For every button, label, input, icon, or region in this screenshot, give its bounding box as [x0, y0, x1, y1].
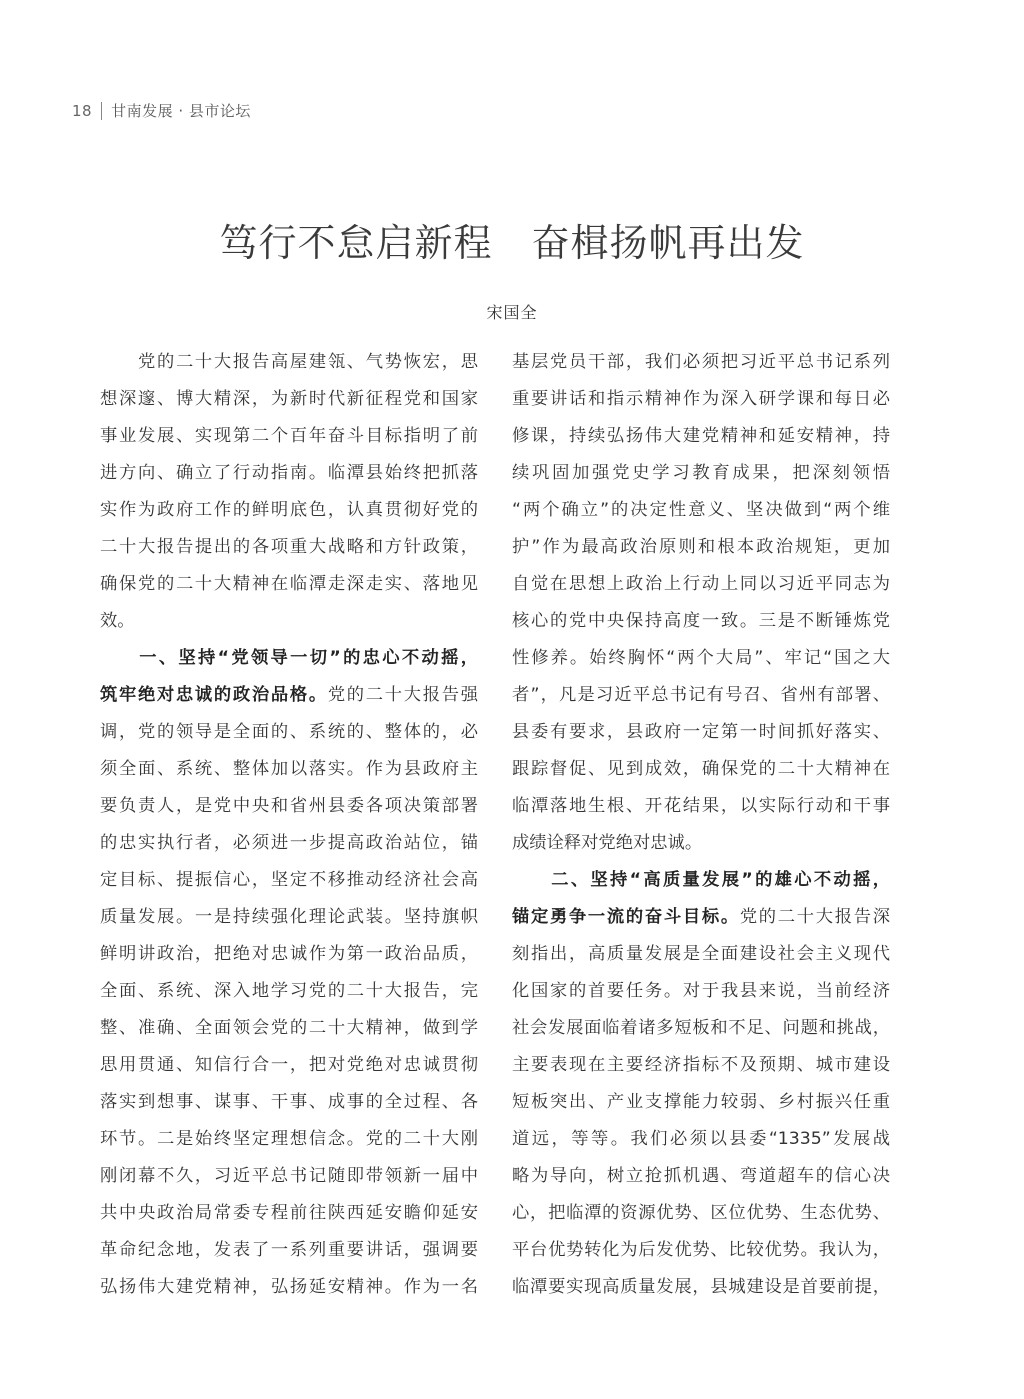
text-line: 一、坚持“党领导一切”的忠心不动摇， — [100, 648, 478, 668]
text-line: 修课，持续弘扬伟大建党精神和延安精神，持 — [512, 426, 890, 446]
text-line: 性修养。始终胸怀“两个大局”、牢记“国之大 — [512, 648, 890, 668]
text-line: 实作为政府工作的鲜明底色，认真贯彻好党的 — [100, 500, 478, 520]
text-line: “两个确立”的决定性意义、坚决做到“两个维 — [512, 500, 890, 520]
text-run: 党的二十大报告深 — [739, 907, 890, 927]
text-line: 临潭要实现高质量发展，县城建设是首要前提， — [512, 1277, 890, 1297]
text-line: 化国家的首要任务。对于我县来说，当前经济 — [512, 981, 890, 1001]
text-line: 短板突出、产业支撑能力较弱、乡村振兴任重 — [512, 1092, 890, 1112]
text-line: 二十大报告提出的各项重大战略和方针政策， — [100, 537, 478, 557]
header-divider — [101, 102, 102, 120]
text-line: 环节。二是始终坚定理想信念。党的二十大刚 — [100, 1129, 478, 1149]
text-line: 主要表现在主要经济指标不及预期、城市建设 — [512, 1055, 890, 1075]
text-line: 进方向、确立了行动指南。临潭县始终把抓落 — [100, 463, 478, 483]
text-line: 跟踪督促、见到成效，确保党的二十大精神在 — [512, 759, 890, 779]
text-line: 刻指出，高质量发展是全面建设社会主义现代 — [512, 944, 890, 964]
text-line: 想深邃、博大精深，为新时代新征程党和国家 — [100, 389, 478, 409]
text-line: 护”作为最高政治原则和根本政治规矩，更加 — [512, 537, 890, 557]
section-name: 甘南发展 · 县市论坛 — [111, 102, 251, 120]
text-line: 道远，等等。我们必须以县委“1335”发展战 — [512, 1129, 890, 1149]
bold-run: 筑牢绝对忠诚的政治品格。 — [100, 685, 328, 705]
text-line: 自觉在思想上政治上行动上同以习近平同志为 — [512, 574, 890, 594]
left-column — [100, 344, 478, 1306]
text-line: 思用贯通、知信行合一，把对党绝对忠诚贯彻 — [100, 1055, 478, 1075]
text-line: 略为导向，树立抢抓机遇、弯道超车的信心决 — [512, 1166, 890, 1186]
text-line: 基层党员干部，我们必须把习近平总书记系列 — [512, 352, 890, 372]
page-number: 18 — [72, 101, 93, 120]
text-line: 县委有要求，县政府一定第一时间抓好落实、 — [512, 722, 890, 742]
text-line: 临潭落地生根、开花结果，以实际行动和干事 — [512, 796, 890, 816]
text-line: 重要讲话和指示精神作为深入研学课和每日必 — [512, 389, 890, 409]
text-line: 效。 — [100, 611, 135, 631]
text-line: 整、准确、全面领会党的二十大精神，做到学 — [100, 1018, 478, 1038]
text-line: 平台优势转化为后发优势、比较优势。我认为， — [512, 1240, 890, 1260]
text-line: 续巩固加强党史学习教育成果，把深刻领悟 — [512, 463, 890, 483]
text-line: 质量发展。一是持续强化理论武装。坚持旗帜 — [100, 907, 478, 927]
text-line: 核心的党中央保持高度一致。三是不断锤炼党 — [512, 611, 890, 631]
bold-run: 锚定勇争一流的奋斗目标。 — [512, 907, 740, 927]
text-line: 要负责人，是党中央和省州县委各项决策部署 — [100, 796, 478, 816]
running-header — [72, 100, 251, 121]
text-line: 社会发展面临着诸多短板和不足、问题和挑战， — [512, 1018, 890, 1038]
article-title: 笃行不怠启新程 奋楫扬帆再出发 — [219, 221, 805, 265]
text-line: 成绩诠释对党绝对忠诚。 — [512, 833, 703, 853]
article-author: 宋国全 — [486, 303, 538, 322]
text-run: 党的二十大报告强 — [327, 685, 478, 705]
text-line: 刚闭幕不久，习近平总书记随即带领新一届中 — [100, 1166, 478, 1186]
text-line: 全面、系统、深入地学习党的二十大报告，完 — [100, 981, 478, 1001]
text-line: 弘扬伟大建党精神，弘扬延安精神。作为一名 — [100, 1277, 478, 1297]
text-line — [100, 677, 478, 714]
text-line: 确保党的二十大精神在临潭走深走实、落地见 — [100, 574, 478, 594]
text-line: 二、坚持“高质量发展”的雄心不动摇， — [512, 870, 890, 890]
text-line: 须全面、系统、整体加以落实。作为县政府主 — [100, 759, 478, 779]
right-column — [512, 344, 890, 1306]
text-line — [512, 899, 890, 936]
text-line: 者”，凡是习近平总书记有号召、省州有部署、 — [512, 685, 890, 705]
text-line: 共中央政治局常委专程前往陕西延安瞻仰延安 — [100, 1203, 478, 1223]
text-line: 心，把临潭的资源优势、区位优势、生态优势、 — [512, 1203, 890, 1223]
text-line: 党的二十大报告高屋建瓴、气势恢宏，思 — [100, 352, 478, 372]
text-line: 调，党的领导是全面的、系统的、整体的，必 — [100, 722, 478, 742]
text-line: 鲜明讲政治，把绝对忠诚作为第一政治品质， — [100, 944, 478, 964]
text-line: 的忠实执行者，必须进一步提高政治站位，锚 — [100, 833, 478, 853]
text-line: 革命纪念地，发表了一系列重要讲话，强调要 — [100, 1240, 478, 1260]
text-line: 落实到想事、谋事、干事、成事的全过程、各 — [100, 1092, 478, 1112]
text-line: 事业发展、实现第二个百年奋斗目标指明了前 — [100, 426, 478, 446]
text-line: 定目标、提振信心，坚定不移推动经济社会高 — [100, 870, 478, 890]
